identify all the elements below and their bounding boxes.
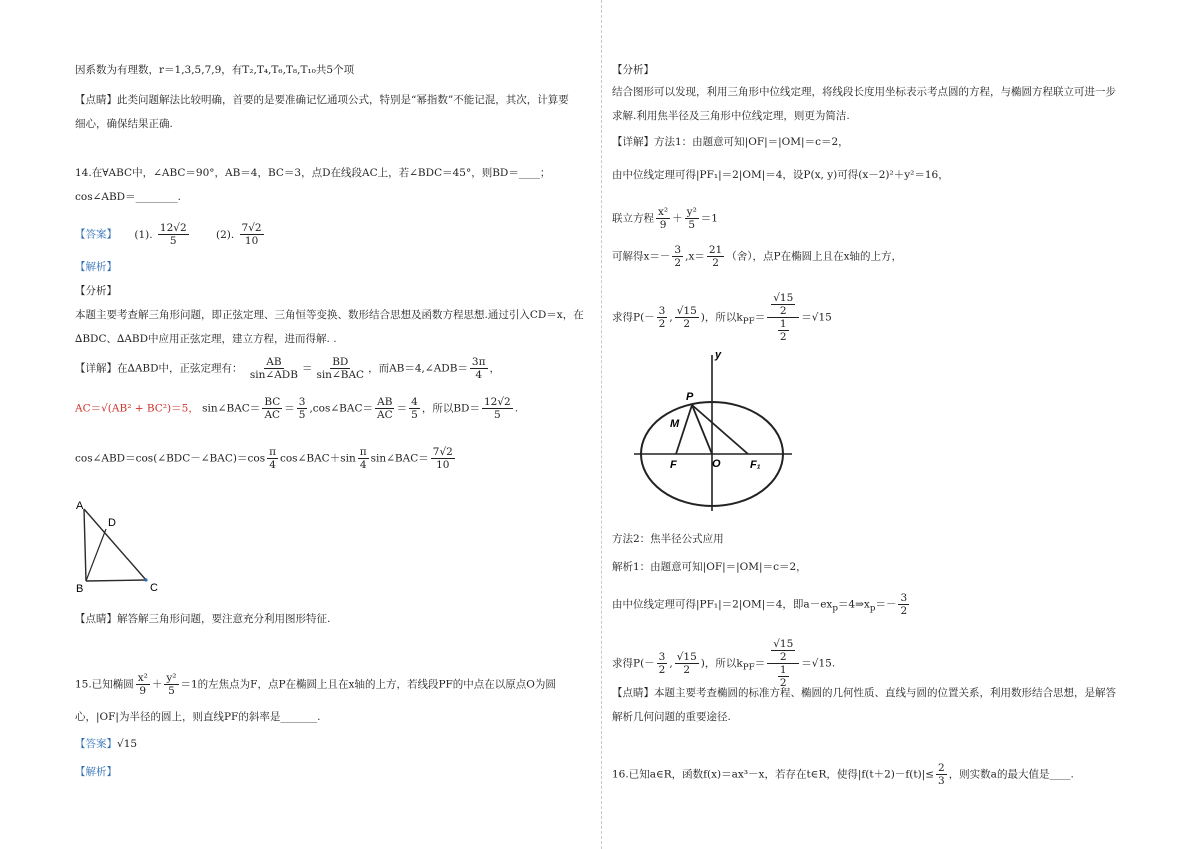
label-P: P xyxy=(686,391,694,403)
answer-14: 【答案】 (1). $\frac{12√2}{5}$ (2). $\frac{7√2}{10}$ xyxy=(75,222,262,247)
text-line: 解析1：由题意可知|OF|＝|OM|＝c＝2， xyxy=(612,561,807,573)
text-line: 结合图形可以发现，利用三角形中位线定理，将线段长度用坐标表示考点圆的方程，与椭圆方程联立可进一步 xyxy=(612,86,1116,98)
label-F1: F₁ xyxy=(750,459,761,471)
question-15-line2: 心，|OF|为半径的圆上，则直线PF的斜率是_______. xyxy=(75,711,321,723)
text-line: 解析几何问题的重要途径. xyxy=(612,711,731,723)
label-O: O xyxy=(712,458,721,470)
text-line: ∆BDC、∆ABD中应用正弦定理，建立方程，进而得解. . xyxy=(75,333,337,345)
triangle-figure xyxy=(70,496,170,596)
jiexi-label: 【解析】 xyxy=(75,261,117,273)
text-line: 由中位线定理可得|PF₁|＝2|OM|＝4，即$a-ex_p=4\Rightarrow x_p=-$ $\frac{3}{2}$ xyxy=(612,592,908,617)
text-line: 【点睛】本题主要考查椭圆的标准方程、椭圆的几何性质、直线与圆的位置关系，利用数形结合思想，是解答 xyxy=(612,687,1116,699)
fraction: $\frac{7√2}{10}$ xyxy=(241,222,262,247)
text-line: 求得P(－ $\frac{3}{2}$ , $\frac{√15}{2}$ )，所以$k_{PF}=$ $\frac{\frac{√15}{2}}{\frac{1}{2}}$ ＝√15. xyxy=(612,638,836,689)
text-line: 由中位线定理可得|PF₁|＝2|OM|＝4，设P(x, y)可得(x－2)²＋y²＝16， xyxy=(612,169,949,181)
text-line: 因系数为有理数，r＝1,3,5,7,9，有T₂,T₄,T₆,T₈,T₁₀共5个项 xyxy=(75,64,355,76)
question-14: 14.在∀ABC中，∠ABC＝90°，AB＝4，BC＝3，点D在线段AC上，若∠BDC＝45°，则BD＝____； xyxy=(75,167,551,179)
text-line: 求解.利用焦半径及三角形中位线定理，则更为简洁. xyxy=(612,110,850,122)
label-C: C xyxy=(150,582,158,594)
text-line: 方法2：焦半径公式应用 xyxy=(612,533,724,545)
question-15: 15.已知椭圆 $\frac{\text{x²}}{9}$ ＋ $\frac{\text{y²}}{5}$ ＝1的左焦点为F，点P在椭圆上且在x轴的上方，若线段PF的中点在以原点O为圆 xyxy=(75,672,556,697)
text-line: 【点睛】此类问题解法比较明确，首要的是要准确记忆通项公式，特别是“幂指数”不能记混，其次，计算要 xyxy=(75,94,569,106)
jiexi-label: 【解析】 xyxy=(75,766,117,778)
sine-line: AC＝√(AB² + BC²)＝5， sin∠BAC＝ $\frac{BC}{AC}$ ＝ $\frac{3}{5}$ ,cos∠BAC＝ $\frac{AB}{AC}$ ＝ $\frac{4}{5}$ ，所以BD＝ $\frac{12√2}{5}$ . xyxy=(75,396,519,421)
red-formula: AC＝√(AB² + BC²)＝5， xyxy=(75,402,199,415)
answer-label: 【答案】 xyxy=(75,228,117,241)
question-14-line2: cos∠ABD＝________. xyxy=(75,191,181,203)
label-A: A xyxy=(76,500,84,512)
question-16: 16.已知a∈R，函数f(x)＝ax³－x，若存在t∈R，使得|f(t＋2)－f(t)|≤ $\frac{2}{3}$ ，则实数a的最大值是____. xyxy=(612,762,1074,787)
text-line: 细心，确保结果正确. xyxy=(75,118,173,130)
fraction: $\frac{12√2}{5}$ xyxy=(159,222,187,247)
cos-line: cos∠ABD＝cos(∠BDC－∠BAC)＝cos $\frac{\pi}{4}$ cos∠BAC＋sin $\frac{\pi}{4}$ sin∠BAC＝ $\frac{7√2}{10}$ xyxy=(75,446,453,471)
answer-15: 【答案】√15 xyxy=(75,738,138,750)
axis-y-label: y xyxy=(715,349,722,361)
ellipse-figure xyxy=(630,345,800,515)
label-D: D xyxy=(108,517,116,529)
text-line: 本题主要考查解三角形问题，即正弦定理、三角恒等变换、数形结合思想及函数方程思想.通过引入CD＝x，在 xyxy=(75,309,584,321)
fenxi-label: 【分析】 xyxy=(612,64,654,76)
text-line: 【详解】方法1：由题意可知|OF|＝|OM|＝c＝2， xyxy=(612,136,849,148)
column-divider xyxy=(601,0,602,849)
label-F: F xyxy=(670,459,677,471)
label-M: M xyxy=(670,418,680,430)
fenxi-label: 【分析】 xyxy=(75,285,117,297)
text-line: 联立方程 $\frac{\text{x²}}{9}$ ＋ $\frac{\text{y²}}{5}$ ＝1 xyxy=(612,206,718,231)
text-line: 【点睛】解答解三角形问题，要注意充分利用图形特征. xyxy=(75,613,331,625)
detail-line: 【详解】在∆ABD中，正弦定理有： $\frac{AB}{\text{sin∠ADB}}$ ＝ $\frac{BD}{\text{sin∠BAC}}$ ，而AB＝4,∠ADB＝ $\frac{3\pi}{4}$ ， xyxy=(75,356,501,381)
text-line: 求得P(－ $\frac{3}{2}$ , $\frac{√15}{2}$ )，所以$k_{PF}=$ $\frac{\frac{√15}{2}}{\frac{1}{2}}$ ＝√15 xyxy=(612,292,832,343)
text-line: 可解得x＝－ $\frac{3}{2}$ ,x＝ $\frac{21}{2}$ （舍），点P在椭圆上且在x轴的上方， xyxy=(612,244,902,269)
label-B: B xyxy=(76,583,84,595)
